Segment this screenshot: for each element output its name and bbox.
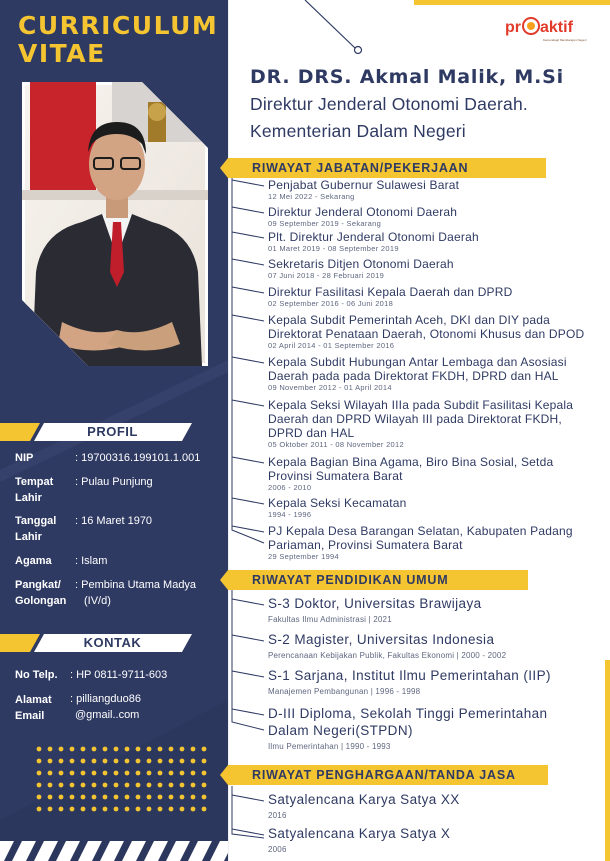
- jabatan-title: Direktur Jenderal Otonomi Daerah: [268, 205, 458, 219]
- pangkat-label-2: Golongan: [15, 595, 67, 607]
- portrait-photo: [22, 82, 208, 366]
- tempat-lahir-label: Tempat Lahir: [15, 476, 54, 504]
- jabatan-date: 07 Juni 2018 - 28 Februari 2019: [268, 271, 385, 280]
- pendidikan-detail: Manajemen Pembangunan | 1996 - 1998: [268, 687, 421, 696]
- pendidikan-heading: RIWAYAT PENDIDIKAN UMUM: [228, 570, 528, 590]
- tanggal-lahir-value: : 16 Maret 1970: [75, 515, 153, 527]
- jabatan-item: [268, 355, 598, 393]
- pangkat-value-1: : Pembina Utama Madya: [75, 579, 197, 591]
- jabatan-title: Penjabat Gubernur Sulawesi Barat: [268, 178, 460, 192]
- jabatan-item: [268, 496, 598, 520]
- pendidikan-item: [268, 631, 598, 662]
- pendidikan-title: Dalam Negeri(STPDN): [268, 723, 413, 738]
- jabatan-item: [268, 257, 598, 281]
- pendidikan-detail: Perencanaan Kebijakan Publik, Fakultas Ekonomi | 2000 - 2002: [268, 651, 507, 660]
- agama-value: : Islam: [75, 555, 108, 567]
- cv-title-line1: CURRICULUM: [18, 11, 219, 40]
- pendidikan-title: S-3 Doktor, Universitas Brawijaya: [268, 596, 482, 611]
- jabatan-title: Kepala Seksi Kecamatan: [268, 496, 407, 510]
- jabatan-date: 01 Maret 2019 - 08 September 2019: [268, 244, 399, 253]
- jabatan-date: 12 Mei 2022 - Sekarang: [268, 192, 355, 201]
- kontak-heading: [40, 634, 185, 652]
- jabatan-date: 09 November 2012 - 01 April 2014: [268, 383, 392, 392]
- pendidikan-detail: Ilmu Pemerintahan | 1990 - 1993: [268, 742, 391, 751]
- tanggal-lahir-label: Tanggal Lahir: [15, 515, 57, 543]
- pangkat-value-2: (IV/d): [84, 595, 111, 607]
- nip-label: NIP: [15, 452, 34, 464]
- pendidikan-title: S-1 Sarjana, Institut Ilmu Pemerintahan (IIP): [268, 668, 551, 683]
- bottom-stripe: [0, 841, 228, 861]
- jabatan-title: Provinsi Sumatera Barat: [268, 469, 403, 483]
- telp-label: No Telp.: [15, 669, 58, 681]
- jabatan-item: [268, 524, 598, 562]
- jabatan-title: Direktur Fasilitasi Kepala Daerah dan DPRD: [268, 285, 513, 299]
- logo-aktif: aktif: [540, 19, 573, 36]
- pendidikan-title: D-III Diploma, Sekolah Tinggi Pemerintahan: [268, 706, 548, 721]
- pangkat-label-1: Pangkat/: [15, 579, 61, 591]
- jabatan-title: Kepala Seksi Wilayah IIIa pada Subdit Fasilitasi Kepala: [268, 398, 574, 412]
- jabatan-item: [268, 230, 598, 254]
- jabatan-title: Plt. Direktur Jenderal Otonomi Daerah: [268, 230, 479, 244]
- cv-title-line2: VITAE: [18, 39, 106, 68]
- jabatan-title: PJ Kepala Desa Barangan Selatan, Kabupaten Padang: [268, 524, 573, 538]
- position-line-2: Kementerian Dalam Negeri: [250, 121, 466, 141]
- logo-pr: pr: [505, 19, 521, 36]
- pendidikan-item: [268, 667, 598, 698]
- tempat-lahir-value: : Pulau Punjung: [75, 476, 153, 488]
- person-name: DR. DRS. Akmal Malik, M.Si: [250, 66, 564, 88]
- decorative-dots: [35, 745, 215, 815]
- penghargaan-title: Satyalencana Karya Satya X: [268, 826, 451, 841]
- jabatan-date: 2006 - 2010: [268, 483, 312, 492]
- penghargaan-heading: RIWAYAT PENGHARGAAN/TANDA JASA: [228, 765, 548, 785]
- cv-title: [18, 12, 218, 68]
- kontak-heading-text: KONTAK: [83, 635, 142, 650]
- email-value-1: : pilliangduo86: [70, 693, 141, 705]
- jabatan-date: 29 September 1994: [268, 552, 339, 561]
- pendidikan-detail: Fakultas Ilmu Administrasi | 2021: [268, 615, 392, 624]
- profil-heading: [40, 423, 185, 441]
- logo-tagline: Kemendagri Membangun Negeri: [543, 38, 587, 42]
- email-value-2: @gmail..com: [75, 709, 140, 721]
- jabatan-title: Kepala Bagian Bina Agama, Biro Bina Sosial, Setda: [268, 455, 554, 469]
- left-panel: [0, 0, 228, 861]
- telp-value: : HP 0811-9711-603: [70, 669, 168, 681]
- pendidikan-item: [268, 595, 598, 626]
- penghargaan-item: [268, 791, 598, 822]
- pendidikan-item: [268, 705, 598, 753]
- penghargaan-item: [268, 825, 598, 856]
- jabatan-item: [268, 313, 598, 351]
- jabatan-date: 02 September 2016 - 06 Juni 2018: [268, 299, 394, 308]
- profil-heading-text: PROFIL: [87, 424, 138, 439]
- jabatan-date: 1994 - 1996: [268, 510, 312, 519]
- jabatan-heading: RIWAYAT JABATAN/PEKERJAAN: [228, 158, 546, 178]
- jabatan-item: [268, 455, 598, 493]
- jabatan-date: 05 Oktober 2011 - 08 November 2012: [268, 440, 404, 449]
- pendidikan-title: S-2 Magister, Universitas Indonesia: [268, 632, 495, 647]
- jabatan-title: Kepala Subdit Pemerintah Aceh, DKI dan DIY pada: [268, 313, 551, 327]
- position-line-1: Direktur Jenderal Otonomi Daerah.: [250, 94, 528, 114]
- proaktif-logo: [505, 12, 600, 44]
- jabatan-title: Sekretaris Ditjen Otonomi Daerah: [268, 257, 454, 271]
- jabatan-title: Kepala Subdit Hubungan Antar Lembaga dan Asosiasi: [268, 355, 567, 369]
- email-label: Alamat Email: [15, 694, 52, 722]
- jabatan-date: 09 September 2019 - Sekarang: [268, 219, 382, 228]
- jabatan-title: DPRD dan HAL: [268, 426, 355, 440]
- nip-value: : 19700316.199101.1.001: [75, 452, 201, 464]
- jabatan-item: [268, 178, 598, 202]
- jabatan-title: Daerah dan DPRD Wilayah III pada Direktorat FKDH,: [268, 412, 562, 426]
- jabatan-title: Daerah pada pada Direktorat FKDH, DPRD dan HAL: [268, 369, 559, 383]
- penghargaan-year: 2006: [268, 845, 287, 854]
- jabatan-item: [268, 398, 598, 450]
- jabatan-title: Direktorat Penataan Daerah, Otonomi Khusus dan DPOD: [268, 327, 585, 341]
- jabatan-title: Pariaman, Provinsi Sumatera Barat: [268, 538, 463, 552]
- jabatan-date: 02 April 2014 - 01 September 2016: [268, 341, 395, 350]
- penghargaan-title: Satyalencana Karya Satya XX: [268, 792, 460, 807]
- jabatan-item: [268, 285, 598, 309]
- agama-label: Agama: [15, 555, 52, 567]
- penghargaan-year: 2016: [268, 811, 287, 820]
- jabatan-item: [268, 205, 598, 229]
